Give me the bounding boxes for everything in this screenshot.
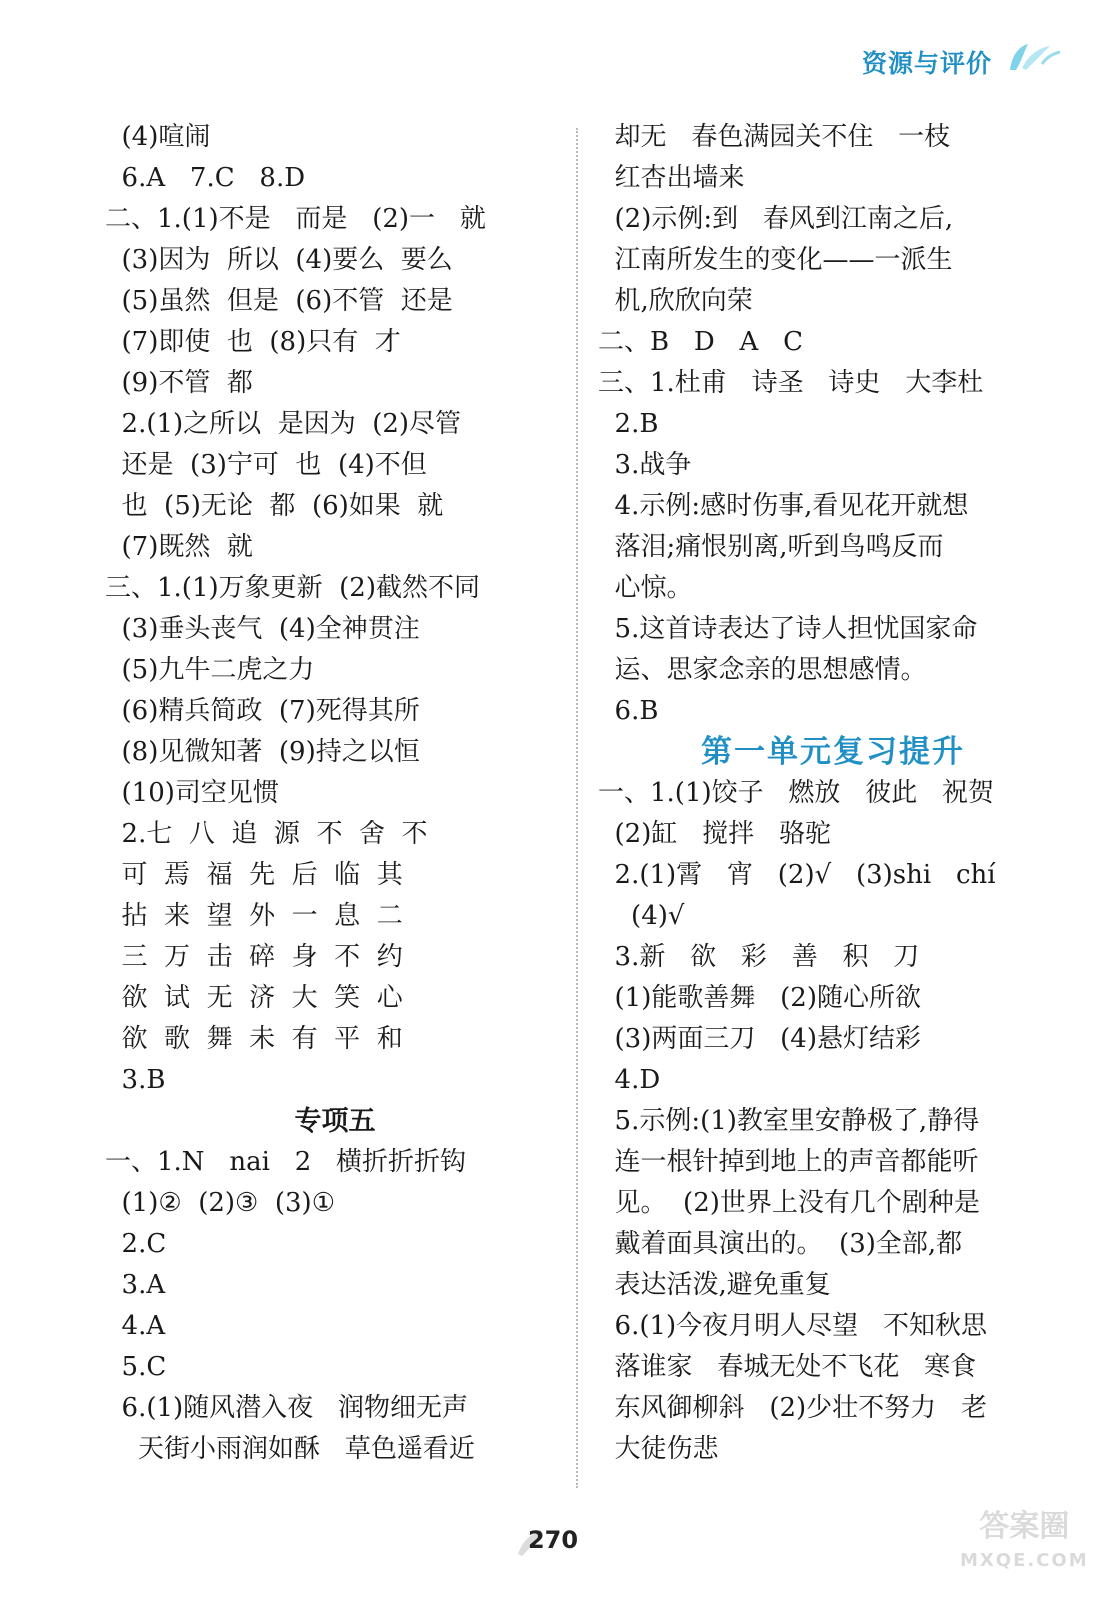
answer-line: 一、1.N nai 2 横折折折钩 (105, 1147, 467, 1177)
answer-line: 2.C (105, 1229, 167, 1259)
answer-line: 3.新 欲 彩 善 积 刀 (598, 942, 920, 972)
answer-line: 也 (5)无论 都 (6)如果 就 (105, 491, 444, 521)
page-number: 270 (527, 1526, 579, 1554)
section-title: 第一单元复习提升 (701, 734, 965, 770)
answer-line: 2.七 八 追 源 不 舍 不 (105, 819, 428, 849)
answer-line: 东风御柳斜 (2)少壮不努力 老 (598, 1393, 987, 1423)
answer-line: 4.A (105, 1311, 166, 1341)
answer-line: 6.A 7.C 8.D (105, 163, 306, 193)
answer-line: 5.示例:(1)教室里安静极了,静得 (598, 1106, 980, 1136)
answer-line: 大徒伤悲 (598, 1434, 719, 1464)
leaf-icon (1006, 40, 1062, 74)
answer-line: 戴着面具演出的。 (3)全部,都 (598, 1229, 963, 1259)
answer-line: 5.C (105, 1352, 167, 1382)
answer-line: 落泪;痛恨别离,听到鸟鸣反而 (598, 532, 944, 562)
column-divider (576, 128, 578, 1488)
answer-line: (2)缸 搅拌 骆驼 (598, 819, 831, 849)
answer-line: 3.战争 (598, 450, 692, 480)
answer-line: 一、1.(1)饺子 燃放 彼此 祝贺 (598, 778, 995, 808)
watermark (960, 1510, 1089, 1578)
watermark-url: MXQE.COM (960, 1550, 1089, 1571)
answer-line: 机,欣欣向荣 (598, 286, 753, 316)
answer-line: (10)司空见惯 (105, 778, 279, 808)
answer-line: (2)示例:到 春风到江南之后, (598, 204, 954, 234)
answer-line: (3)因为 所以 (4)要么 要么 (105, 245, 453, 275)
section-title: 专项五 (294, 1106, 376, 1137)
answer-line: (1)② (2)③ (3)① (105, 1188, 336, 1218)
answer-line: 2.(1)之所以 是因为 (2)尽管 (105, 409, 462, 439)
answer-line: 三、1.(1)万象更新 (2)截然不同 (105, 573, 480, 603)
answer-line: (3)两面三刀 (4)悬灯结彩 (598, 1024, 921, 1054)
answer-line: 三 万 击 碎 身 不 约 (105, 942, 403, 972)
answer-line: (4)喧闹 (105, 122, 211, 152)
answer-line: 落谁家 春城无处不飞花 寒食 (598, 1352, 977, 1382)
answer-line: (7)即使 也 (8)只有 才 (105, 327, 401, 357)
answer-line: 二、1.(1)不是 而是 (2)一 就 (105, 204, 486, 234)
answer-line: 三、1.杜甫 诗圣 诗史 大李杜 (598, 368, 984, 398)
answer-line: 江南所发生的变化——一派生 (598, 245, 953, 275)
answer-line: 2.B (598, 409, 659, 439)
answer-line: 6.B (598, 696, 659, 726)
answer-line: 还是 (3)宁可 也 (4)不但 (105, 450, 427, 480)
answer-line: (1)能歌善舞 (2)随心所欲 (598, 983, 921, 1013)
answer-line: 表达活泼,避免重复 (598, 1270, 831, 1300)
answer-line: (5)虽然 但是 (6)不管 还是 (105, 286, 453, 316)
answer-line: 连一根针掉到地上的声音都能听 (598, 1147, 979, 1177)
answer-line: (6)精兵简政 (7)死得其所 (105, 696, 420, 726)
answer-line: 3.A (105, 1270, 166, 1300)
answer-line: 却无 春色满园关不住 一枝 (598, 122, 951, 152)
answer-line: 见。 (2)世界上没有几个剧种是 (598, 1188, 980, 1218)
answer-line: 6.(1)随风潜入夜 润物细无声 (105, 1393, 468, 1423)
answer-line: 红杏出墙来 (598, 163, 745, 193)
answer-column-right (598, 117, 1068, 1470)
answer-line: 2.(1)霄 宵 (2)√ (3)shi chí (598, 860, 996, 890)
answer-line: (7)既然 就 (105, 532, 253, 562)
answer-line: 4.示例:感时伤事,看见花开就想 (598, 491, 969, 521)
answer-line: 3.B (105, 1065, 166, 1095)
answer-line: 运、思家念亲的思想感情。 (598, 655, 927, 685)
answer-line: 心惊。 (598, 573, 693, 603)
answer-line: (5)九牛二虎之力 (105, 655, 315, 685)
answer-line: 欲 歌 舞 未 有 平 和 (105, 1024, 403, 1054)
answer-line: (8)见微知著 (9)持之以恒 (105, 737, 420, 767)
answer-column-left (105, 117, 565, 1470)
answer-line: 6.(1)今夜月明人尽望 不知秋思 (598, 1311, 987, 1341)
watermark-logo: 答案圈 (979, 1509, 1070, 1544)
answer-line: (3)垂头丧气 (4)全神贯注 (105, 614, 420, 644)
answer-line: 天街小雨润如酥 草色遥看近 (105, 1434, 475, 1464)
answer-line: 欲 试 无 济 大 笑 心 (105, 983, 403, 1013)
answer-line: 5.这首诗表达了诗人担忧国家命 (598, 614, 978, 644)
answer-line: 可 焉 福 先 后 临 其 (105, 860, 403, 890)
answer-line: (4)√ (598, 901, 685, 931)
answer-line: 拈 来 望 外 一 息 二 (105, 901, 403, 931)
answer-line: 4.D (598, 1065, 661, 1095)
answer-line: (9)不管 都 (105, 368, 253, 398)
header-brand: 资源与评价 (862, 49, 993, 78)
answer-line: 二、B D A C (598, 327, 804, 357)
